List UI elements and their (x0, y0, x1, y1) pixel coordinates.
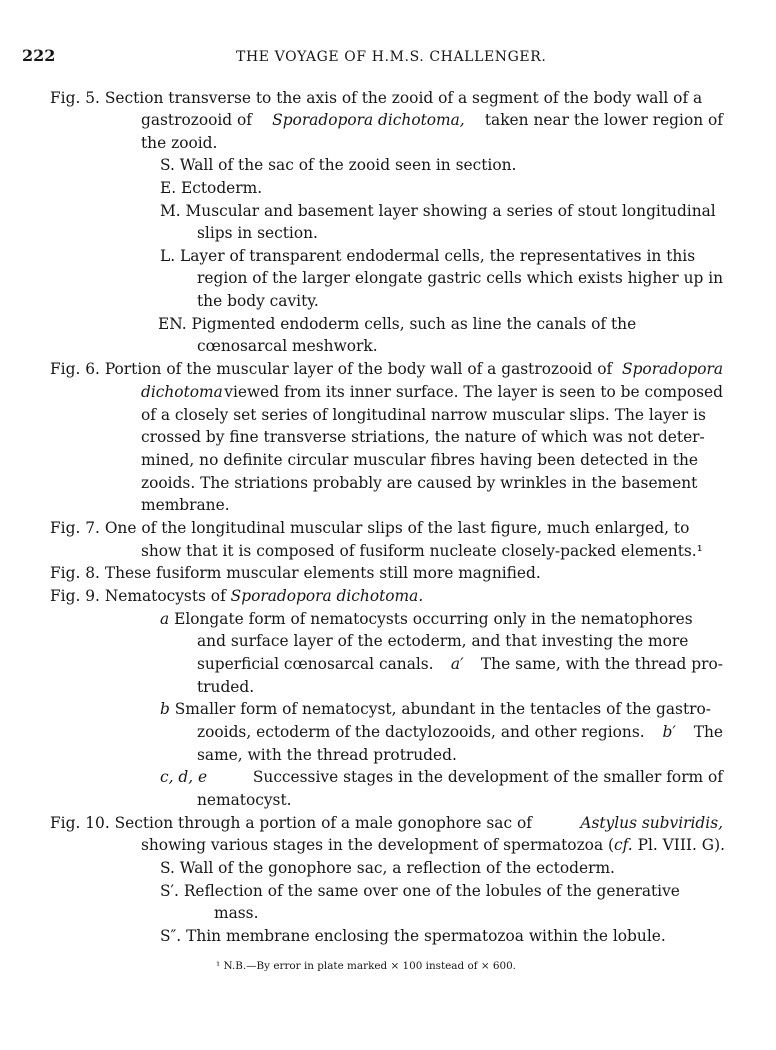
fig6-caption-line-5: mined, no definite circular muscular fibres having been detected in the (141, 451, 699, 469)
fig9-item-cde-line-2: nematocyst. (197, 791, 292, 809)
fig9-item-b-line-1: b Smaller form of nematocyst, abundant in the tentacles of the gastro- (160, 700, 711, 718)
fig9-item-a-line-3: superficial cœnosarcal canals. a′ The same, with the thread pro- (197, 655, 723, 673)
fig10-item-S-double-prime: S″. Thin membrane enclosing the spermatozoa within the lobule. (160, 927, 666, 945)
fig9-item-a-line-1: a Elongate form of nematocysts occurring only in the nematophores (160, 610, 693, 628)
species-name: Sporadopora (622, 360, 723, 378)
item-label: a (160, 610, 170, 628)
fig10-item-S: S. Wall of the gonophore sac, a reflection of the ectoderm. (160, 859, 615, 877)
page-number: 222 (22, 46, 56, 65)
running-title: THE VOYAGE OF H.M.S. CHALLENGER. (236, 49, 547, 65)
species-name: Sporadopora dichotoma. (230, 587, 424, 605)
fig5-caption-line-3: the zooid. (141, 134, 218, 152)
fig9-item-b-line-3: same, with the thread protruded. (197, 746, 457, 764)
fig9-caption-line-1: Fig. 9. Nematocysts of Sporadopora dichotoma. (50, 587, 424, 605)
item-label: b (160, 700, 170, 718)
fig7-caption-line-1: Fig. 7. One of the longitudinal muscular slips of the last figure, much enlarged, to (50, 519, 690, 537)
fig10-caption-line-1: Fig. 10. Section through a portion of a male gonophore sac of Astylus subviridis, (50, 814, 723, 832)
fig5-item-L-line-3: the body cavity. (197, 292, 319, 310)
fig6-caption-line-1: Fig. 6. Portion of the muscular layer of the body wall of a gastrozooid of Sporadopora (50, 360, 723, 378)
fig5-item-L-line-1: L. Layer of transparent endodermal cells, the representatives in this (160, 247, 696, 265)
item-label: c, d, e (160, 768, 208, 786)
fig8-caption-line-1: Fig. 8. These fusiform muscular elements still more magnified. (50, 564, 541, 582)
fig5-item-EN-line-2: cœnosarcal meshwork. (197, 337, 378, 355)
species-name: dichotoma (141, 383, 223, 401)
fig5-caption-line-1: Fig. 5. Section transverse to the axis of the zooid of a segment of the body wall of a (50, 89, 703, 107)
fig9-item-a-line-2: and surface layer of the ectoderm, and that investing the more (197, 632, 689, 650)
item-label: a′ (450, 655, 464, 673)
fig10-caption-line-2: showing various stages in the development of spermatozoa (cf. Pl. VIII. G). (141, 836, 725, 854)
fig6-caption-line-6: zooids. The striations probably are caused by wrinkles in the basement (141, 474, 698, 492)
species-name: Astylus subviridis, (580, 814, 723, 832)
cf-abbrev: cf. (614, 836, 633, 854)
fig5-item-E: E. Ectoderm. (160, 179, 263, 197)
fig5-item-EN-line-1: EN. Pigmented endoderm cells, such as line the canals of the (158, 315, 637, 333)
fig5-item-S: S. Wall of the sac of the zooid seen in section. (160, 156, 517, 174)
fig6-caption-line-7: membrane. (141, 496, 230, 514)
fig9-item-b-line-2: zooids, ectoderm of the dactylozooids, and other regions. b′ The (197, 723, 723, 741)
fig10-item-S-prime-line-1: S′. Reflection of the same over one of the lobules of the generative (160, 882, 680, 900)
fig5-item-M-line-2: slips in section. (197, 224, 318, 242)
item-label: b′ (662, 723, 676, 741)
fig6-caption-line-4: crossed by fine transverse striations, the nature of which was not deter- (141, 428, 705, 446)
fig5-item-L-line-2: region of the larger elongate gastric cells which exists higher up in (197, 269, 724, 287)
fig6-caption-line-2: dichotoma viewed from its inner surface. The layer is seen to be composed (141, 383, 723, 401)
fig9-item-a-line-4: truded. (197, 678, 255, 696)
fig6-caption-line-3: of a closely set series of longitudinal narrow muscular slips. The layer is (141, 406, 706, 424)
fig5-item-M-line-1: M. Muscular and basement layer showing a series of stout longitudinal (160, 202, 716, 220)
fig5-caption-line-2: gastrozooid of Sporadopora dichotoma, taken near the lower region of (141, 111, 723, 129)
fig9-item-cde-line-1: c, d, e Successive stages in the development of the smaller form of (160, 768, 723, 786)
footnote: ¹ N.B.—By error in plate marked × 100 instead of × 600. (216, 960, 516, 972)
fig10-item-S-prime-line-2: mass. (214, 904, 259, 922)
species-name: Sporadopora dichotoma, (272, 111, 465, 129)
fig7-caption-line-2: show that it is composed of fusiform nucleate closely-packed elements.¹ (141, 542, 703, 560)
